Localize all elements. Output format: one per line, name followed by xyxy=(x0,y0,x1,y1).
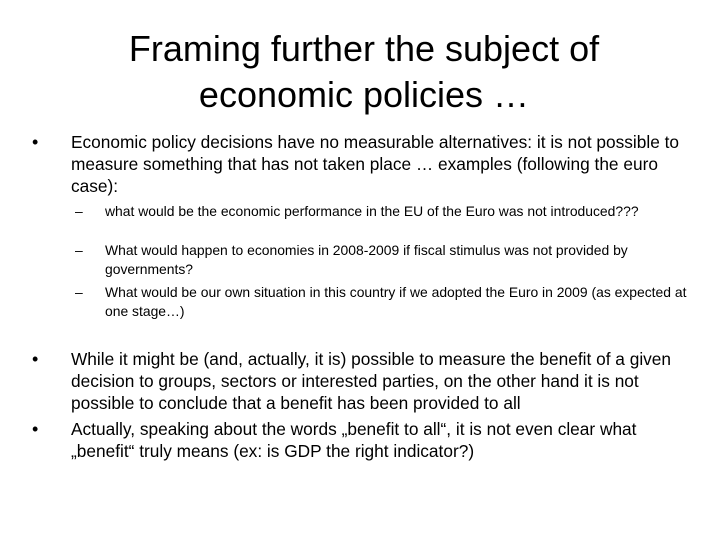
bullet-marker: • xyxy=(32,349,39,369)
sub-bullet-item xyxy=(75,202,687,221)
sub-bullet-text: what would be the economic performance in the EU of the Euro was not introduced??? xyxy=(105,203,639,219)
sub-bullet-text: What would happen to economies in 2008-2009 if fiscal stimulus was not provided by governments? xyxy=(105,242,628,277)
sub-bullet-item xyxy=(75,241,687,278)
sub-bullet-marker: – xyxy=(75,284,83,300)
bullet-text: While it might be (and, actually, it is) possible to measure the benefit of a given decision to groups, sectors or interested parties, on the other hand it is not possible to conclude that a benefit has been provided to all xyxy=(71,349,672,413)
bullet-item xyxy=(32,131,692,197)
sub-bullet-marker: – xyxy=(75,242,83,258)
bullet-item xyxy=(32,348,692,414)
bullet-marker: • xyxy=(32,419,39,439)
sub-bullet-text: What would be our own situation in this country if we adopted the Euro in 2009 (as expected at one stage…) xyxy=(105,284,687,319)
bullet-text: Actually, speaking about the words „benefit to all“, it is not even clear what „benefit“ truly means (ex: is GDP the right indicator?) xyxy=(71,419,637,461)
sub-bullet-marker: – xyxy=(75,203,83,219)
bullet-marker: • xyxy=(32,132,39,152)
sub-bullet-item xyxy=(75,283,687,320)
bullet-item xyxy=(32,418,692,462)
bullet-text: Economic policy decisions have no measurable alternatives: it is not possible to measure something that has not taken place … examples (following the euro case): xyxy=(71,132,680,196)
slide-title: Framing further the subject of economic policies … xyxy=(128,28,600,115)
